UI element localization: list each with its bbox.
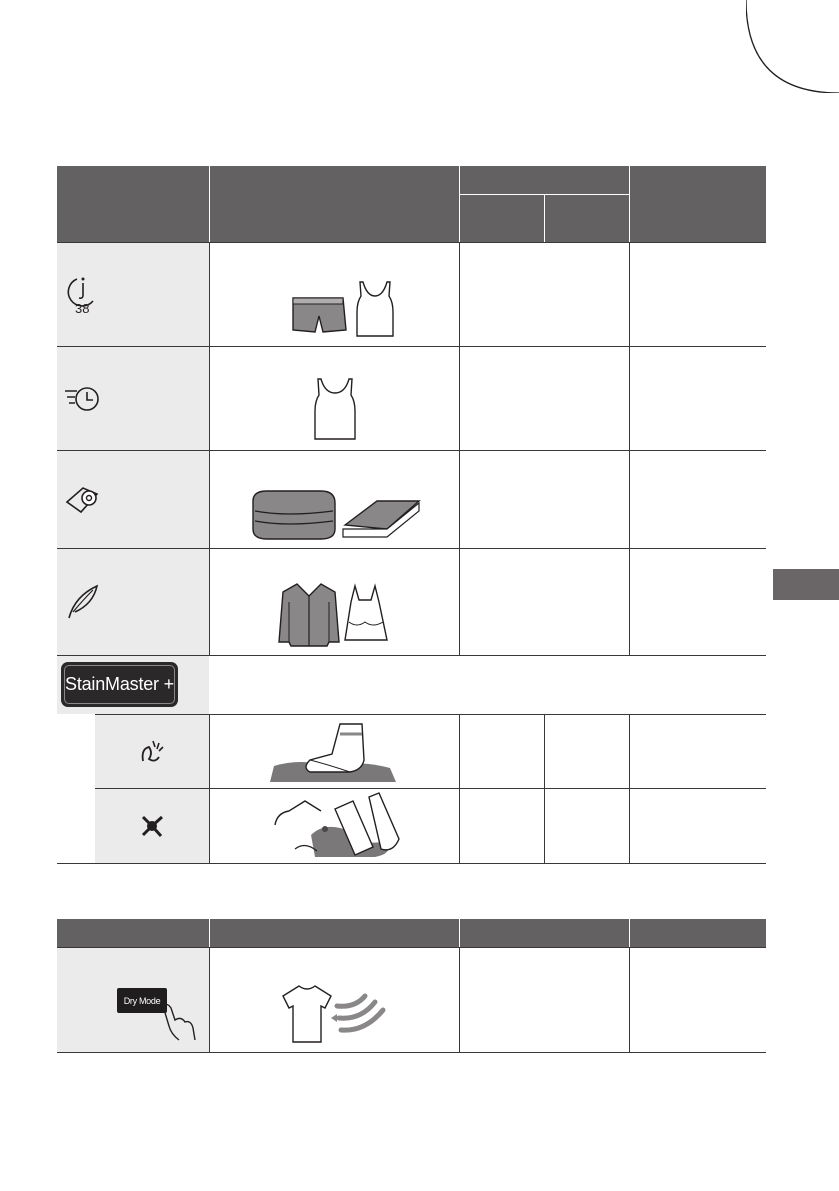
row-divider <box>57 1052 766 1053</box>
stain-splash-icon <box>135 735 169 769</box>
temp-digits: 38 <box>75 300 90 315</box>
header-divider <box>459 919 460 947</box>
column-divider <box>459 242 460 655</box>
column-divider <box>459 947 460 1052</box>
table-row-picture <box>210 347 459 450</box>
table-header <box>57 919 766 947</box>
dry-mode-button[interactable]: Dry Mode <box>117 988 167 1013</box>
header-divider <box>459 166 460 242</box>
course-table <box>57 166 766 864</box>
table-row <box>57 451 209 548</box>
table-row <box>57 549 209 655</box>
table-row <box>95 789 209 863</box>
muddy-sock-shoe-illustration <box>270 720 400 784</box>
pointing-hand-icon <box>159 1000 199 1044</box>
column-divider <box>629 242 630 655</box>
header-divider <box>544 194 545 242</box>
header-divider <box>629 166 630 242</box>
cardigan-and-camisole-illustration <box>275 582 395 648</box>
table-row-picture <box>210 451 459 548</box>
table-row-picture <box>210 549 459 655</box>
table-row-picture <box>210 789 459 863</box>
column-divider <box>459 714 460 864</box>
stainmaster-row <box>57 656 209 714</box>
shorts-and-tank-top-illustration <box>275 278 395 342</box>
stainmaster-badge: StainMaster + <box>61 662 178 707</box>
chapter-side-tab <box>773 569 839 600</box>
t-shirt-drying-illustration <box>275 980 395 1046</box>
header-divider <box>209 166 210 242</box>
table-row-picture <box>210 243 459 346</box>
feather-icon <box>63 582 103 622</box>
spilled-bottles-stain-illustration <box>265 791 405 861</box>
column-divider <box>544 714 545 864</box>
column-divider <box>629 714 630 864</box>
dry-mode-table <box>57 919 766 1054</box>
table-row-picture <box>210 715 459 788</box>
column-divider <box>629 947 630 1052</box>
header-divider <box>629 919 630 947</box>
table-row <box>57 243 209 346</box>
water-temp-38-icon <box>63 275 103 315</box>
blanket-and-towel-illustration <box>247 489 423 541</box>
table-row <box>57 948 209 1052</box>
table-row <box>57 347 209 450</box>
table-row <box>95 715 209 788</box>
quick-wash-clock-icon <box>63 381 103 417</box>
row-divider <box>57 863 766 864</box>
page-corner-mark <box>746 0 839 93</box>
towel-roll-icon <box>63 482 103 518</box>
table-header <box>57 166 766 242</box>
header-divider <box>209 919 210 947</box>
stain-splat-icon <box>137 811 167 841</box>
table-row-picture <box>210 948 459 1052</box>
tank-top-illustration <box>313 377 357 441</box>
